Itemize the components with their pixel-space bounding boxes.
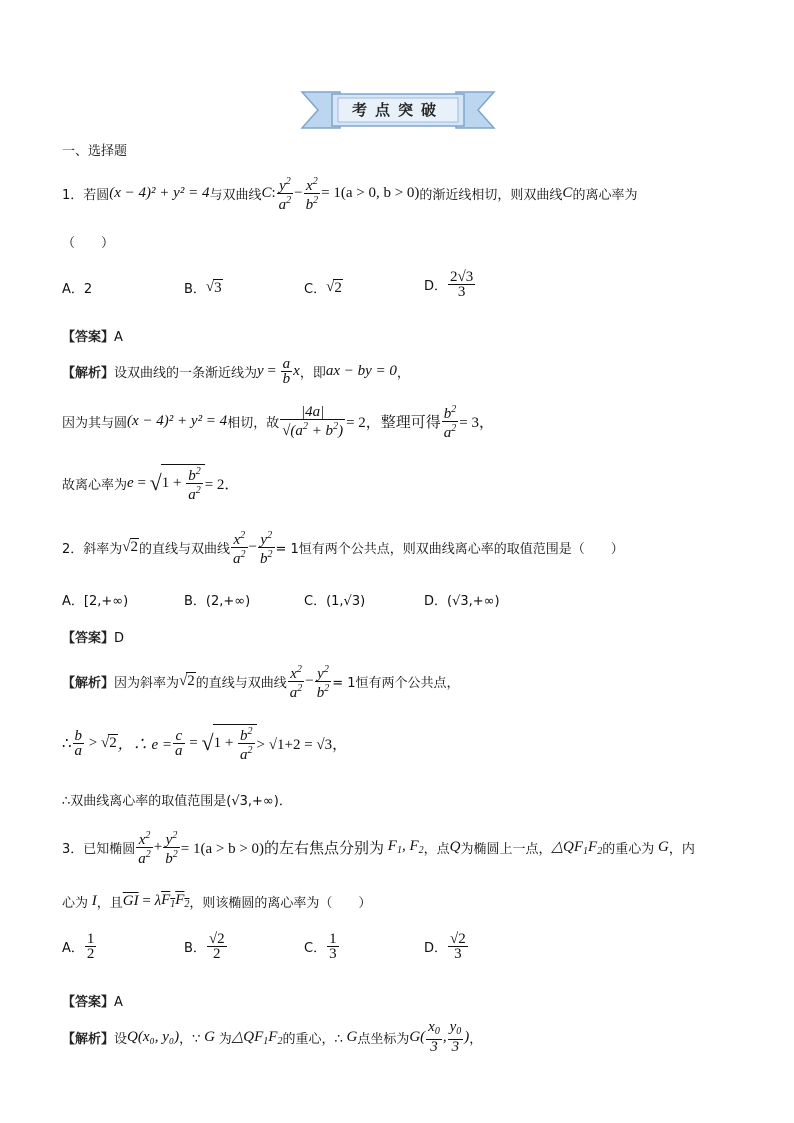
- q1-s3b: = 2．: [204, 476, 240, 493]
- q2-answer-value: D: [114, 631, 125, 646]
- q2-s2a: ∴: [62, 735, 72, 752]
- q1-curve-name-2: C: [562, 184, 573, 201]
- q1-cond: = 1(a > 0, b > 0): [321, 184, 420, 201]
- q1-option-c: C． √ 2: [304, 279, 342, 297]
- q2-option-d: [424, 590, 500, 609]
- q3-s1e: 的重心，∴: [282, 1031, 343, 1047]
- q1-option-a: [62, 278, 92, 297]
- q2-analysis-1: 【解析】 因为斜率为 √ 2 的直线与双曲线 $\frac{x^2}{a^2}$ − $\frac{y^2}{b^2}$ = 1恒有两个公共点，: [62, 663, 460, 701]
- q2-s1c: = 1恒有两个公共点，: [332, 675, 460, 691]
- q3-option-a: A． $\frac{1}{2}$: [62, 931, 95, 962]
- q1-option-c-value: 2: [334, 279, 342, 296]
- q1-answer: [62, 326, 123, 345]
- q1-frac-x: $\frac{x^2}{b^2}$: [305, 175, 319, 213]
- q3-analysis-1: 【解析】 设 Q(x₀, y₀) ，∵ G 为 $\triangle QF_1F_2$ 的重心，∴ G 点坐标为 G( $\frac{x_0}{3}$ , $\frac{y_0}{3}$ ) ，: [62, 1019, 483, 1055]
- q3-stem-line2: 心为 I ，且 $\overline{GI}$ = λ $F_1F_2$ ，则该椭圆的离心率为（ ）: [62, 892, 372, 911]
- q1-s3a: 故离心率为: [62, 477, 128, 493]
- q1-frac-y: $\frac{y^2}{a^2}$: [278, 175, 292, 213]
- q3-s1d: 为: [218, 1031, 232, 1047]
- q2-analysis-label: 【解析】: [62, 675, 115, 691]
- q1-s2d: = 2，整理可得: [346, 414, 441, 431]
- q1-stem-b: 与双曲线: [209, 187, 262, 203]
- q1-option-d-frac: [448, 270, 475, 299]
- q1-s2b: (x − 4)² + y² = 4: [127, 412, 228, 429]
- q1-option-d-den: 3: [457, 284, 466, 300]
- q3-s1f: 点坐标为: [357, 1031, 410, 1047]
- q1-stem-c: 的渐近线相切，则双曲线: [419, 187, 563, 203]
- q1-s1b: ，即: [299, 365, 326, 381]
- q1-curve-name: C: [261, 184, 272, 201]
- q3-line2c: ，则该椭圆的离心率为（ ）: [189, 895, 372, 911]
- q3-s1b: Q(x₀, y₀): [127, 1028, 180, 1045]
- banner-title: 考点突破: [351, 101, 444, 119]
- q3-option-c: C． $\frac{1}{3}$: [304, 931, 337, 962]
- q3-option-d: D． $\frac{√2}{3}$: [424, 931, 466, 962]
- q2-option-d-text: D．(√3,+∞): [424, 594, 500, 609]
- q1-analysis-2: 因为其与圆 (x − 4)² + y² = 4 相切，故 $\frac{|4a|}{√(a^2 + b^2)}$ = 2，整理可得 $\frac{b^2}{a^2}$ = 3，: [62, 403, 494, 441]
- q2-analysis-2: ∴ $\frac{b}{a}$ > √ 2 ，∴ e = $\frac{c}{a}$ = √ 1 + $\frac{b^2}{a^2}$ > √1+2 = √3，: [62, 726, 348, 763]
- q1-option-b: B． √ 3: [184, 279, 222, 297]
- q3-analysis-label: 【解析】: [62, 1031, 115, 1047]
- q3-line2a: 心为: [62, 895, 89, 911]
- q1-paren: （ ）: [62, 236, 115, 251]
- q1-option-d-label: D．: [424, 279, 448, 294]
- q1-option-d: [424, 270, 476, 299]
- q3-answer-label: 【答案】: [62, 995, 115, 1010]
- q3-option-b-label: B．: [184, 941, 206, 956]
- q2-option-a: [62, 590, 128, 609]
- q1-s1c: ax − by = 0: [325, 362, 397, 379]
- q2-analysis-3: [62, 782, 292, 816]
- q1-option-a-text: A．2: [62, 282, 93, 297]
- q3-stem-d: 为椭圆上一点，: [460, 841, 552, 857]
- q1-s2c: 相切，故: [227, 415, 280, 431]
- q1-answer-value: A: [114, 330, 123, 345]
- q1-option-c-label: C．: [304, 282, 327, 297]
- q2-s1b: 的直线与双曲线: [195, 675, 287, 691]
- q3-s1g: ，: [469, 1031, 483, 1047]
- q3-s1c: ，∵: [179, 1031, 201, 1047]
- q3-line2b: ，且: [96, 895, 123, 911]
- q2-option-c: [304, 590, 365, 609]
- q3-stem-c: ，点: [423, 841, 450, 857]
- q3-stem: 3．已知椭圆 $\frac{x^2}{a^2}$ + $\frac{y^2}{b^2}$ = 1(a > b > 0)的左右焦点分别为 $F_1$, $F_2$ ，点 Q 为椭圆上一点， $\triangle QF_1F_2$ 的重心为 G ，内: [62, 829, 695, 867]
- q2-option-a-text: A．[2,+∞): [62, 594, 129, 609]
- q3-stem-f: ，内: [668, 841, 695, 857]
- q1-analysis-3: 故离心率为 e = √ 1 + $\frac{b^2}{a^2}$ = 2．: [62, 466, 240, 503]
- q1-option-b-value: 3: [214, 279, 222, 296]
- q1-circle: (x − 4)² + y² = 4: [109, 184, 210, 201]
- q2-option-b-text: B．(2,+∞): [184, 594, 251, 609]
- q2-option-c-text: C．(1,√3): [304, 594, 366, 609]
- q3-option-c-label: C．: [304, 941, 327, 956]
- q3-option-d-label: D．: [424, 941, 448, 956]
- q2-stem-a: 2．斜率为: [62, 541, 123, 557]
- q1-stem: 1．若圆 (x − 4)² + y² = 4 与双曲线 C : $\frac{y^2}{a^2}$ − $\frac{x^2}{b^2}$ = 1(a > 0, b > 0) 的渐近线相切，则双曲线 C 的离心率为: [62, 175, 638, 213]
- q2-s2b: ，∴ e =: [117, 736, 173, 753]
- section-heading: 一、选择题: [62, 144, 128, 159]
- q2-stem-c: = 1恒有两个公共点，则双曲线离心率的取值范围是（ ）: [275, 541, 624, 557]
- q1-s2a: 因为其与圆: [62, 415, 128, 431]
- q2-stem: 2．斜率为 √ 2 的直线与双曲线 $\frac{x^2}{a^2}$ − $\frac{y^2}{b^2}$ = 1恒有两个公共点，则双曲线离心率的取值范围是（ ）: [62, 529, 624, 567]
- q3-option-a-label: A．: [62, 941, 84, 956]
- q3-answer-value: A: [114, 995, 123, 1010]
- q1-analysis-1: 【解析】 设双曲线的一条渐近线为 y = $\frac{a}{b}$ x ，即 ax − by = 0 ，: [62, 355, 410, 387]
- q3-stem-e: 的重心为: [602, 841, 655, 857]
- q1-answer-label: 【答案】: [62, 330, 115, 345]
- q2-s1a: 因为斜率为: [114, 675, 180, 691]
- q2-stem-b: 的直线与双曲线: [139, 541, 231, 557]
- q2-option-b: [184, 590, 250, 609]
- q2-s3: ∴双曲线离心率的取值范围是(√3,+∞)．: [62, 793, 292, 809]
- q1-s1a: 设双曲线的一条渐近线为: [114, 365, 258, 381]
- q1-option-b-label: B．: [184, 282, 206, 297]
- q3-stem-a: 3．已知椭圆: [62, 841, 136, 857]
- q1-stem-a: 1．若圆: [62, 187, 110, 203]
- q1-option-d-num: 2√3: [450, 269, 474, 285]
- q1-analysis-label: 【解析】: [62, 365, 115, 381]
- q3-stem-b: = 1(a > b > 0)的左右焦点分别为: [180, 840, 385, 857]
- q2-s2c: > √1+2 = √3，: [256, 736, 348, 753]
- q1-s1d: ，: [396, 365, 410, 381]
- q2-answer: [62, 627, 124, 646]
- q2-answer-label: 【答案】: [62, 631, 115, 646]
- q1-s2e: = 3，: [459, 414, 494, 431]
- q3-option-b: B． $\frac{√2}{2}$: [184, 931, 225, 962]
- q3-answer: [62, 991, 123, 1010]
- q1-stem-d: 的离心率为: [572, 187, 638, 203]
- q3-s1a: 设: [114, 1031, 128, 1047]
